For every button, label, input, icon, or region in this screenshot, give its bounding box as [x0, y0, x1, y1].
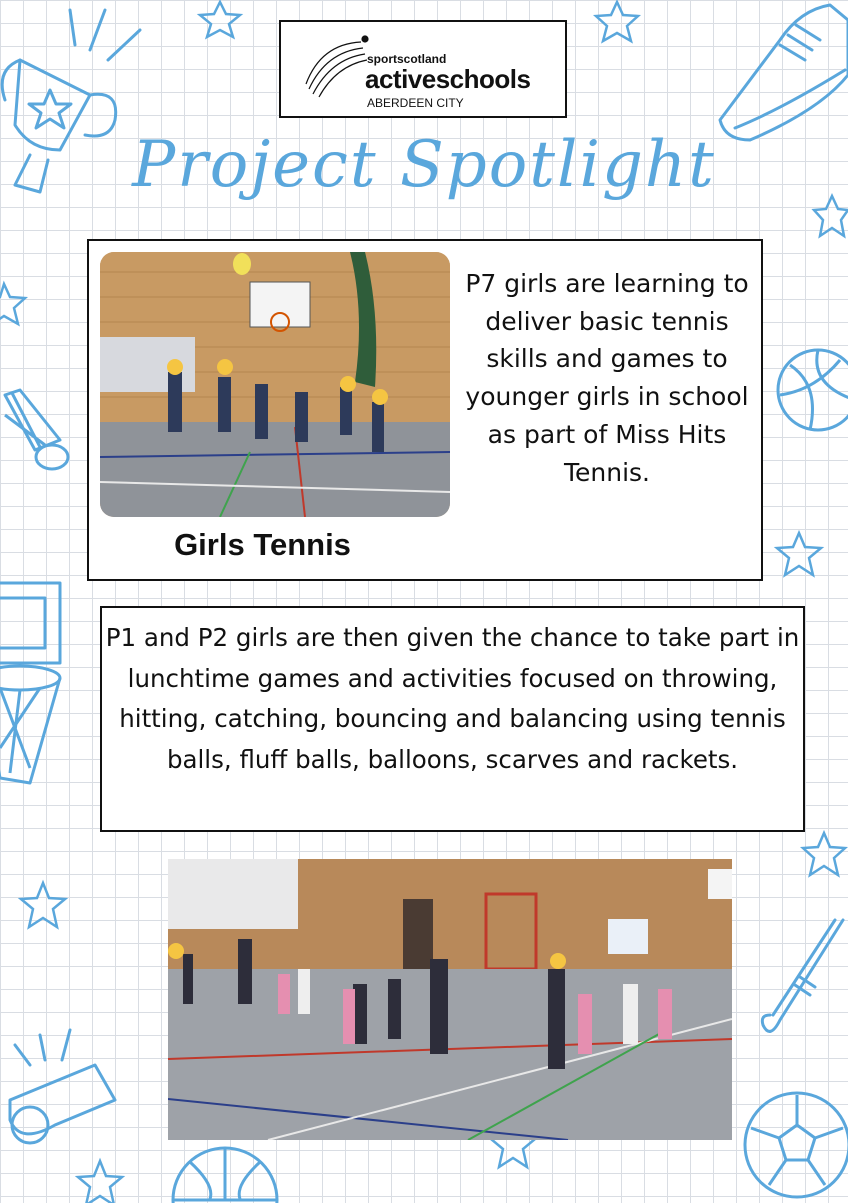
- logo-small-text: sportscotland: [367, 52, 447, 66]
- star-icon: [592, 0, 642, 49]
- sneaker-icon: [710, 0, 848, 149]
- details-text: P1 and P2 girls are then given the chance to take part in lunchtime games and activities focused on throwing, hitting, catching, bouncing and balancing using tennis balls, fluff balls, balloons, scarves and rackets.: [105, 623, 800, 774]
- logo-sub-text: ABERDEEN CITY: [367, 96, 464, 110]
- hockey-stick-icon: [755, 915, 848, 1049]
- star-icon: [195, 0, 245, 44]
- star-icon: [0, 280, 30, 334]
- tennis-photo: [100, 252, 450, 517]
- swoosh-icon: [301, 34, 371, 104]
- shuttlecock-icon: [0, 385, 75, 489]
- star-icon: [75, 1158, 125, 1203]
- photo-caption: Girls Tennis: [174, 527, 351, 562]
- feature-description: P7 girls are learning to deliver basic tennis skills and games to younger girls in school as part of Miss Hits Tennis.: [465, 269, 749, 487]
- activities-photo: [168, 859, 732, 1140]
- page-title: Project Spotlight: [132, 128, 716, 202]
- logo-main-text: activeschools: [365, 64, 531, 94]
- star-icon: [18, 880, 68, 936]
- basketball-icon: [170, 1140, 280, 1203]
- volleyball-icon: [770, 345, 848, 439]
- star-icon: [772, 530, 827, 584]
- football-icon: [735, 1080, 848, 1203]
- logo: [279, 20, 567, 118]
- star-icon: [800, 830, 848, 884]
- whistle-icon: [0, 1030, 130, 1174]
- basketball-hoop-icon: [0, 578, 75, 807]
